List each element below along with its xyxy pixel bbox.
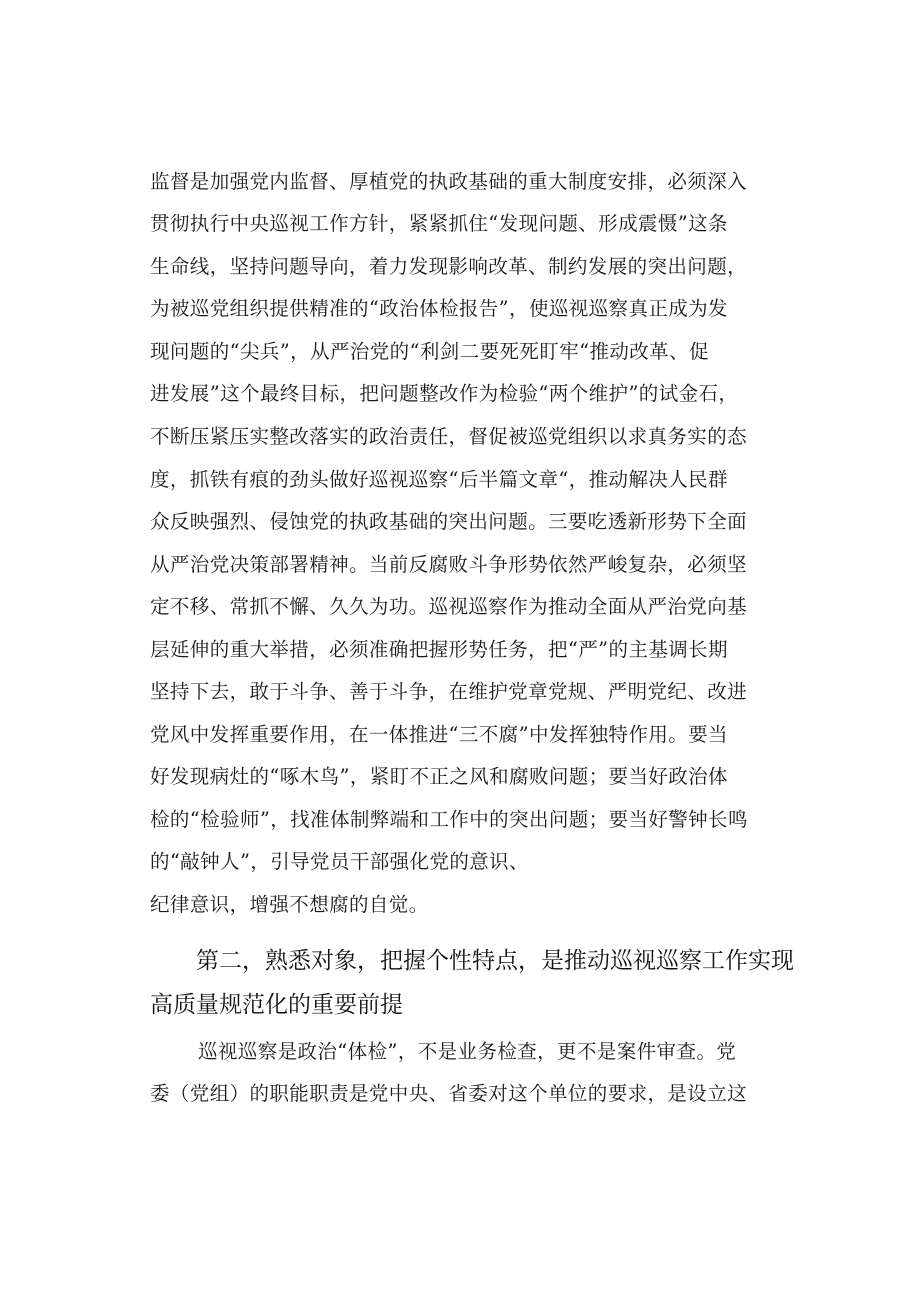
heading-line: 高质量规范化的重要前提 xyxy=(150,992,403,1018)
text-line: 从严治党决策部署精神。当前反腐败斗争形势依然严峻复杂，必须坚 xyxy=(150,553,748,576)
text-line: 巡视巡察是政治“体检”，不是业务检查，更不是案件审查。党 xyxy=(198,1040,737,1063)
text-line: 层延伸的重大举措，必须准确把握形势任务，把“严”的主基调长期 xyxy=(150,638,728,661)
text-line: 众反映强烈、侵蚀党的执政基础的突出问题。三要吃透新形势下全面 xyxy=(150,510,748,533)
text-line: 现问题的“尖兵”，从严治党的“利剑二要死死盯牢“推动改革、促 xyxy=(150,340,709,363)
text-line: 生命线，坚持问题导向，着力发现影响改革、制约发展的突出问题， xyxy=(150,255,748,278)
text-line: 党风中发挥重要作用，在一体推进“三不腐”中发挥独特作用。要当 xyxy=(150,723,728,746)
text-line: 检的“检验师”，找准体制弊端和工作中的突出问题；要当好警钟长鸣 xyxy=(150,808,748,831)
text-line: 不断压紧压实整改落实的政治责任，督促被巡党组织以求真务实的态 xyxy=(150,425,748,448)
text-line: 贯彻执行中央巡视工作方针，紧紧抓住“发现问题、形成震慑”这条 xyxy=(150,212,728,235)
heading-line: 第二，熟悉对象，把握个性特点，是推动巡视巡察工作实现 xyxy=(196,948,794,974)
text-line: 为被巡党组织提供精准的“政治体检报告”，使巡视巡察真正成为发 xyxy=(150,297,728,320)
text-line: 的“敲钟人”，引导党员干部强化党的意识、 xyxy=(150,850,529,873)
text-line: 坚持下去，敢于斗争、善于斗争，在维护党章党规、严明党纪、改进 xyxy=(150,680,748,703)
text-line: 度，抓铁有痕的劲头做好巡视巡察“后半篇文章“，推动解决人民群 xyxy=(150,468,728,491)
text-line: 定不移、常抓不懈、久久为功。巡视巡察作为推动全面从严治党向基 xyxy=(150,595,748,618)
text-line: 进发展”这个最终目标，把问题整改作为检验“两个维护”的试金石， xyxy=(150,382,739,405)
text-line: 委（党组）的职能职责是党中央、省委对这个单位的要求，是设立这 xyxy=(150,1082,748,1105)
text-line: 监督是加强党内监督、厚植党的执政基础的重大制度安排，必须深入 xyxy=(150,170,748,193)
text-line: 纪律意识，增强不想腐的自觉。 xyxy=(150,893,429,916)
text-line: 好发现病灶的“啄木鸟”，紧盯不正之风和腐败问题；要当好政治体 xyxy=(150,765,728,788)
